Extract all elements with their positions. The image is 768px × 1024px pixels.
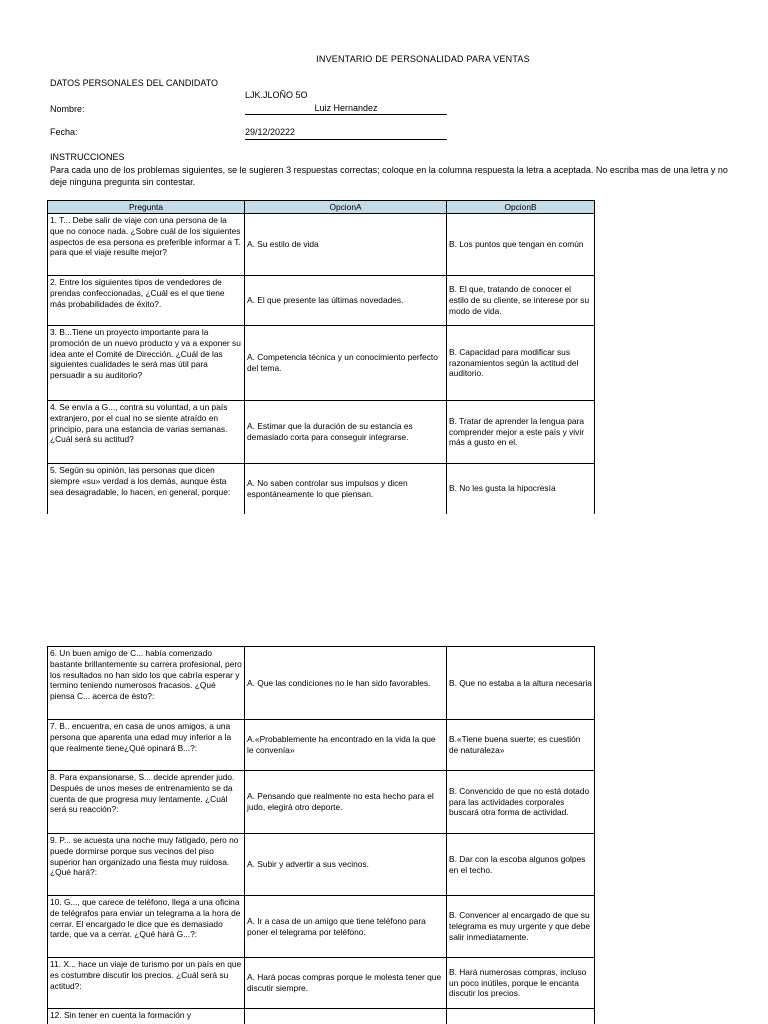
table-row (48, 647, 595, 720)
option-a-cell[interactable]: A. Competencia técnica y un conocimiento perfecto del tema. (245, 326, 447, 401)
option-a-cell[interactable]: A. Hará pocas compras porque le molesta tener que discutir siempre. (245, 958, 447, 1009)
table-row (48, 401, 595, 464)
instructions-heading: INSTRUCCIONES (50, 152, 125, 162)
name-field[interactable]: Luiz Hernandez (314, 103, 378, 113)
option-a-cell[interactable]: A. Estimar que la duración de su estancia es demasiado corta para conseguir integrarse. (245, 401, 447, 464)
instructions-text: Para cada uno de los problemas siguientes, se le sugieren 3 respuestas correctas; coloque en la columna respuesta la letra a aceptada. No escriba mas de una letra y no deje ninguna pregunta sin contestar. (50, 165, 728, 187)
table-row (48, 834, 595, 896)
question-cell: 8. Para expansionarse, S... decide aprender judo. Después de unos meses de entrenamiento se da cuenta de que progresa muy lentamente. ¿Cuál será su reacción?: (48, 771, 245, 834)
question-cell: 4. Se envía a G..., contra su voluntad, a un país extranjero, por el cual no se siente atraído en principio, para una estancia de varias semanas. ¿Cuál será su actitud? (48, 401, 245, 464)
option-b-cell[interactable]: B. El que, tratando de conocer el estilo de su cliente, se interese por su modo de vida. (447, 276, 595, 326)
option-b-cell[interactable]: B. Dar con la escoba algunos golpes en el techo. (447, 834, 595, 896)
option-a-cell[interactable]: A. Subir y advertir a sus vecinos. (245, 834, 447, 896)
date-field[interactable]: 29/12/20222 (245, 127, 296, 137)
question-cell: 5. Según su opinión, las personas que dicen siempre «su» verdad a los demás, aunque ésta sea desagradable, lo hacen, en general, porque: (48, 464, 245, 514)
name-underline (245, 114, 447, 115)
question-cell: 9. P... se acuesta una noche muy fatigado, pero no puede dormirse porque sus vecinos del piso superior han organizado una fiesta muy ruidosa. ¿Qué hará?: (48, 834, 245, 896)
option-a-cell[interactable]: A. El que presente las últimas novedades. (245, 276, 447, 326)
table-header-row (48, 201, 595, 214)
option-b-cell[interactable]: B. Convencido de que no está dotado para las actividades corporales buscará otra forma de actividad. (447, 771, 595, 834)
question-cell: 1. T... Debe salir de viaje con una persona de la que no conoce nada. ¿Sobre cuál de los siguientes aspectos de esa persona es preferible informar a T. para que el viaje resulte mejor? (48, 214, 245, 276)
table-row (48, 326, 595, 401)
question-cell: 7. B.. encuentra, en casa de unos amigos, a una persona que aparenta una edad muy inferior a la que realmente tiene¿Qué opinará B...?: (48, 720, 245, 771)
personal-data-heading: DATOS PERSONALES DEL CANDIDATO (50, 78, 219, 88)
question-cell: 6. Un buen amigo de C... había comenzado bastante brillantemente su carrera profesional, pero los resultados no han sido los que cabría esperar y termino teniendo numerosos fracasos. ¿Qué piensa C... acerca de ésto?: (48, 647, 245, 720)
header-opcion-a: OpcionA (245, 201, 447, 214)
option-b-cell[interactable]: B. Hará numerosas compras, incluso un poco inútiles, porque le encanta discutir los precios. (447, 958, 595, 1009)
question-cell: 3. B...Tiene un proyecto importante para la promoción de un nuevo producto y va a exponer su idea ante el Comité de Dirección. ¿Cuál de las siguientes cualidades le será mas útil para persuadir a su auditorio? (48, 326, 245, 401)
option-a-cell[interactable]: A. Su estilo de vida (245, 214, 447, 276)
table-row (48, 958, 595, 1009)
option-b-cell[interactable]: B. Que no estaba a la altura necesaria (447, 647, 595, 720)
question-cell: 10. G..., que carece de teléfono, llega a una oficina de telégrafos para enviar un telegrama a la hora de cerrar. El encargado le dice que es demasiado tarde, que va a cerrar. ¿Qué hará G...?: (48, 896, 245, 958)
table-row (48, 464, 595, 514)
document-title: INVENTARIO DE PERSONALIDAD PARA VENTAS (316, 54, 530, 64)
table-row (48, 1009, 595, 1024)
option-b-cell[interactable]: B.«Tiene buena suerte; es cuestión de naturaleza» (447, 720, 595, 771)
option-a-cell[interactable]: A. Ir a casa de un amigo que tiene teléfono para poner el telegrama por teléfono. (245, 896, 447, 958)
option-a-cell[interactable]: A. Que las condiciones no le han sido favorables. (245, 647, 447, 720)
header-opcion-b: OpcionB (447, 201, 595, 214)
option-a-cell[interactable]: A. No saben controlar sus impulsos y dicen espontáneamente lo que piensan. (245, 464, 447, 514)
option-a-cell[interactable]: A. Pensando que realmente no esta hecho para el judo, elegirá otro deporte. (245, 771, 447, 834)
questionnaire-table-page1 (47, 200, 595, 514)
option-a-cell[interactable] (245, 1009, 447, 1024)
candidate-code: LJK.JLOÑO 5O (245, 90, 308, 100)
question-cell: 11. X... hace un viaje de turismo por un país en que es costumbre discutir los precios. ¿Cuál será su actitud?: (48, 958, 245, 1009)
table-row (48, 771, 595, 834)
option-b-cell[interactable] (447, 1009, 595, 1024)
option-b-cell[interactable]: B. Convencer al encargado de que su telegrama es muy urgente y que debe salir inmediatamente. (447, 896, 595, 958)
table-row (48, 720, 595, 771)
question-cell: 2. Entre los siguientes tipos de vendedores de prendas confeccionadas, ¿Cuál es el que tiene más probabilidades de éxito?. (48, 276, 245, 326)
option-a-cell[interactable]: A.«Probablemente ha encontrado en la vida la que le convenía» (245, 720, 447, 771)
header-pregunta: Pregunta (48, 201, 245, 214)
question-cell: 12. Sin tener en cuenta la formación y (48, 1009, 245, 1024)
option-b-cell[interactable]: B. Los puntos que tengan en común (447, 214, 595, 276)
date-underline (245, 139, 447, 140)
option-b-cell[interactable]: B. Capacidad para modificar sus razonamientos según la actitud del auditorio. (447, 326, 595, 401)
table-row (48, 896, 595, 958)
questionnaire-table-page2 (47, 646, 595, 1024)
table-row (48, 214, 595, 276)
table-row (48, 276, 595, 326)
option-b-cell[interactable]: B. No les gusta la hipocresía (447, 464, 595, 514)
date-label: Fecha: (50, 127, 78, 137)
name-label: Nombre: (50, 104, 85, 114)
option-b-cell[interactable]: B. Tratar de aprender la lengua para comprender mejor a este país y vivir más a gusto en el. (447, 401, 595, 464)
